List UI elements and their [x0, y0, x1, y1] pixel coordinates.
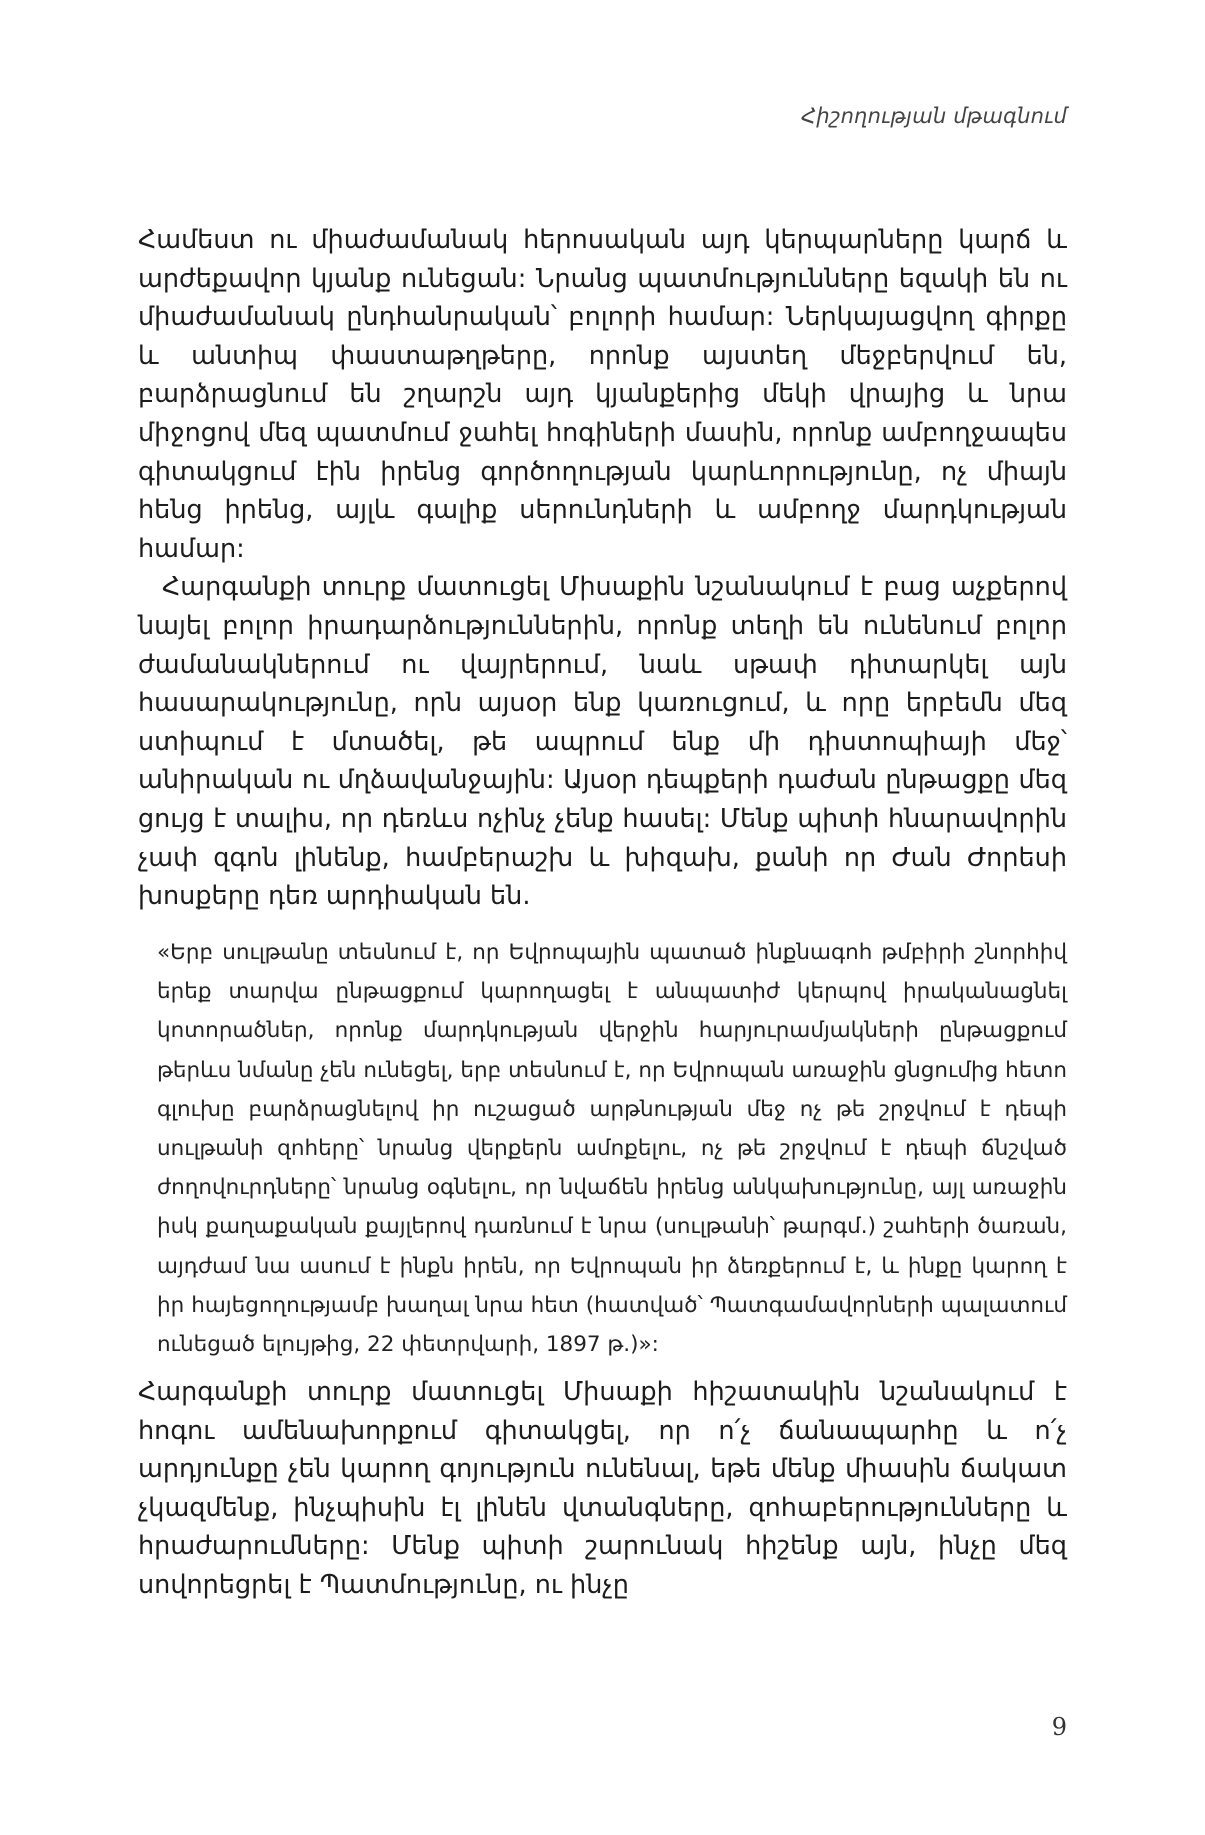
paragraph-3: Հարգանքի տուրք մատուցել Միսաքի հիշատակին նշանակում է հոգու ամենախորքում գիտակցել, որ ո՛չ ճանապարհը և ո՛չ արդյունքը չեն կարող գոյություն ունենալ, եթե մենք միասին ճակատ չկազմենք, ինչպիսին էլ լինեն վտանգները, զոհաբերությունները և հրաժարումները: Մենք պիտի շարունակ հիշենք այն, ինչը մեզ սովորեցրել է Պատմությունը, ու ինչը: [138, 1377, 1067, 1600]
body-text-top: [138, 221, 1067, 916]
body-text-bottom: [138, 1373, 1067, 1605]
page-number: 9: [1051, 1713, 1067, 1741]
paragraph-1: Համեստ ու միաժամանակ հերոսական այդ կերպարները կարճ և արժեքավոր կյանք ունեցան: Նրանց պատմությունները եզակի են ու միաժամանակ ընդհանրական՝ բոլորի համար: Ներկայացվող գիրքը և անտիպ փաստաթղթերը, որոնք այստեղ մեջբերվում են, բարձրացնում են շղարշն այդ կյանքերից մեկի վրայից և նրա միջոցով մեզ պատմում ջահել հոգիների մասին, որոնք ամբողջապես գիտակցում էին իրենց գործողության կարևորությունը, ոչ միայն հենց իրենց, այլև գալիք սերունդների և ամբողջ մարդկության համար:: [138, 225, 1067, 564]
block-quote: [157, 933, 1067, 1364]
running-header-title: Հիշողության մթագնում: [801, 104, 1067, 128]
quote-text: «Երբ սուլթանը տեսնում է, որ Եվրոպային պատած ինքնագոհ թմբիրի շնորհիվ երեք տարվա ընթացքում կարողացել է անպատիժ կերպով իրականացնել կոտորածներ, որոնք մարդկության վերջին հարյուրամյակների ընթացքում թերևս նմանը չեն ունեցել, երբ տեսնում է, որ Եվրոպան առաջին ցնցումից հետո գլուխը բարձրացնելով իր ուշացած արթնության մեջ ոչ թե շրջվում է դեպի սուլթանի զոհերը՝ նրանց վերքերն ամոքելու, ոչ թե շրջվում է դեպի ճնշված ժողովուրդները՝ նրանց օգնելու, որ նվաճեն իրենց անկախությունը, այլ առաջին իսկ քաղաքական քայլերով դառնում է նրա (սուլթանի՝ թարգմ.) շահերի ծառան, այդժամ նա ասում է ինքն իրեն, որ Եվրոպան իր ձեռքերում է, և ինքը կարող է իր հայեցողությամբ խաղալ նրա հետ (հատված՝ Պատգամավորների պալատում ունեցած ելույթից, 22 փետրվարի, 1897 թ.)»:: [157, 940, 1067, 1358]
paragraph-2: Հարգանքի տուրք մատուցել Միսաքին նշանակում է բաց աչքերով նայել բոլոր իրադարձություններին, որոնք տեղի են ունենում բոլոր ժամանակներում ու վայրերում, նաև սթափ դիտարկել այն հասարակությունը, որն այսօր ենք կառուցում, և որը երբեմն մեզ ստիպում է մտածել, թե ապրում ենք մի դիստոպիայի մեջ՝ անիրական ու մղձավանջային: Այսօր դեպքերի դաժան ընթացքը մեզ ցույց է տալիս, որ դեռևս ոչինչ չենք հասել: Մենք պիտի հնարավորին չափ զգոն լինենք, համբերաշխ և խիզախ, քանի որ Ժան Ժորեսի խոսքերը դեռ արդիական են.: [138, 572, 1067, 912]
